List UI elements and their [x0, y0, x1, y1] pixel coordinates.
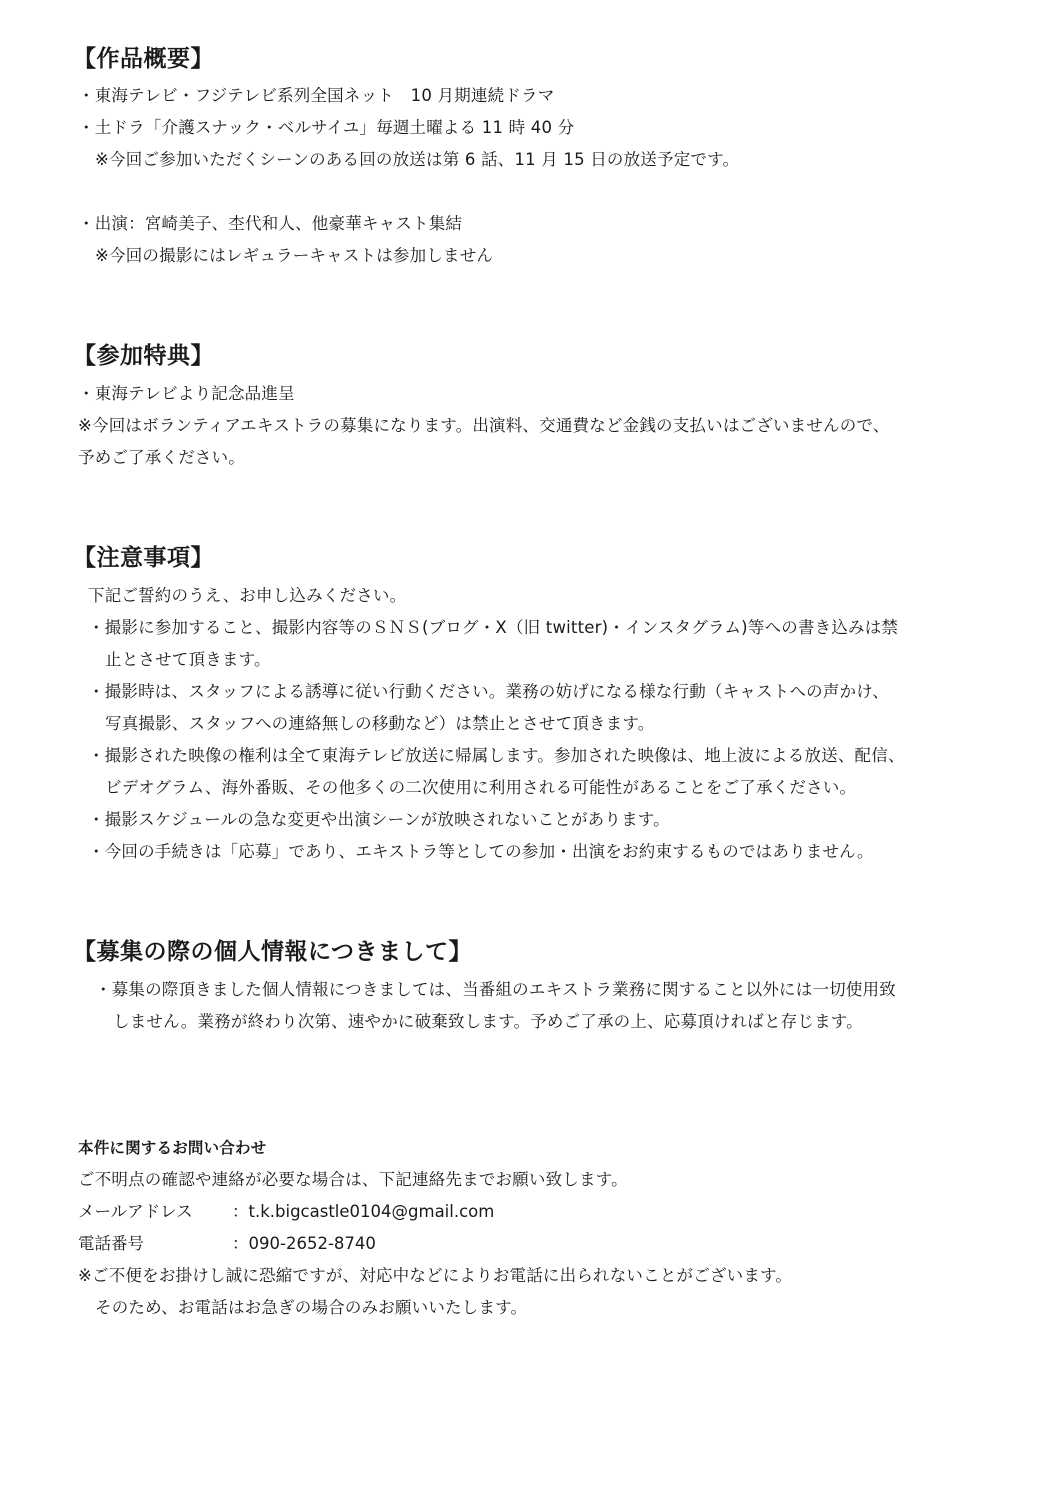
contact-intro: ご不明点の確認や連絡が必要な場合は、下記連絡先までお願い致します。 [78, 1170, 628, 1189]
notes-line: ・撮影された映像の権利は全て東海テレビ放送に帰属します。参加された映像は、地上波による放送、配信、 [88, 746, 905, 765]
notes-line: 下記ご誓約のうえ、お申し込みください。 [88, 586, 407, 605]
benefits-line: 予めご了承ください。 [78, 448, 245, 467]
notes-line: ・撮影に参加すること、撮影内容等のＳＮＳ(ブログ・X（旧 twitter)・インスタグラム)等への書き込みは禁 [88, 618, 899, 637]
phone-value: ：090-2652-8740 [232, 1234, 376, 1253]
contact-title: 本件に関するお問い合わせ [78, 1139, 267, 1157]
overview-line: ・東海テレビ・フジテレビ系列全国ネット 10 月期連続ドラマ [78, 86, 555, 105]
notes-line: 写真撮影、スタッフへの連絡無しの移動など）は禁止とさせて頂きます。 [105, 714, 655, 733]
notes-line: ビデオグラム、海外番販、その他多くの二次使用に利用される可能性があることをご了承ください。 [105, 778, 857, 797]
overview-line: ・土ドラ「介護スナック・ベルサイユ」毎週土曜よる 11 時 40 分 [78, 118, 575, 137]
notes-line: ・撮影時は、スタッフによる誘導に従い行動ください。業務の妨げになる様な行動（キャストへの声かけ、 [88, 682, 889, 701]
privacy-heading: 【募集の際の個人情報につきまして】 [73, 939, 473, 965]
privacy-line: しません。業務が終わり次第、速やかに破棄致します。予めご了承の上、応募頂ければと存じます。 [113, 1012, 863, 1031]
overview-heading: 【作品概要】 [73, 46, 214, 72]
notes-heading: 【注意事項】 [73, 545, 214, 571]
contact-note-line: ※ご不便をお掛けし誠に恐縮ですが、対応中などによりお電話に出られないことがございます。 [78, 1266, 793, 1285]
contact-note-line: そのため、お電話はお急ぎの場合のみお願いいたします。 [95, 1298, 528, 1317]
benefits-line: ※今回はボランティアエキストラの募集になります。出演料、交通費など金銭の支払いはございませんので、 [78, 416, 890, 435]
privacy-line: ・募集の際頂きました個人情報につきましては、当番組のエキストラ業務に関すること以外には一切使用致 [95, 980, 896, 999]
benefits-line: ・東海テレビより記念品進呈 [78, 384, 295, 403]
overview-line: ※今回の撮影にはレギュラーキャストは参加しません [95, 246, 494, 265]
phone-label: 電話番号 [78, 1234, 144, 1253]
notes-line: ・撮影スケジュールの急な変更や出演シーンが放映されないことがあります。 [88, 810, 670, 829]
notes-line: 止とさせて頂きます。 [105, 650, 271, 669]
contact-email-row [78, 1201, 578, 1223]
overview-line: ・出演：宮崎美子、杢代和人、他豪華キャスト集結 [78, 214, 463, 233]
overview-line: ※今回ご参加いただくシーンのある回の放送は第 6 話、11 月 15 日の放送予定です。 [95, 150, 740, 169]
email-label: メールアドレス [78, 1202, 193, 1221]
email-value: ：t.k.bigcastle0104@gmail.com [232, 1202, 495, 1221]
contact-phone-row [78, 1233, 578, 1255]
notes-line: ・今回の手続きは「応募」であり、エキストラ等としての参加・出演をお約束するものではありません。 [88, 842, 874, 861]
benefits-heading: 【参加特典】 [73, 343, 214, 369]
